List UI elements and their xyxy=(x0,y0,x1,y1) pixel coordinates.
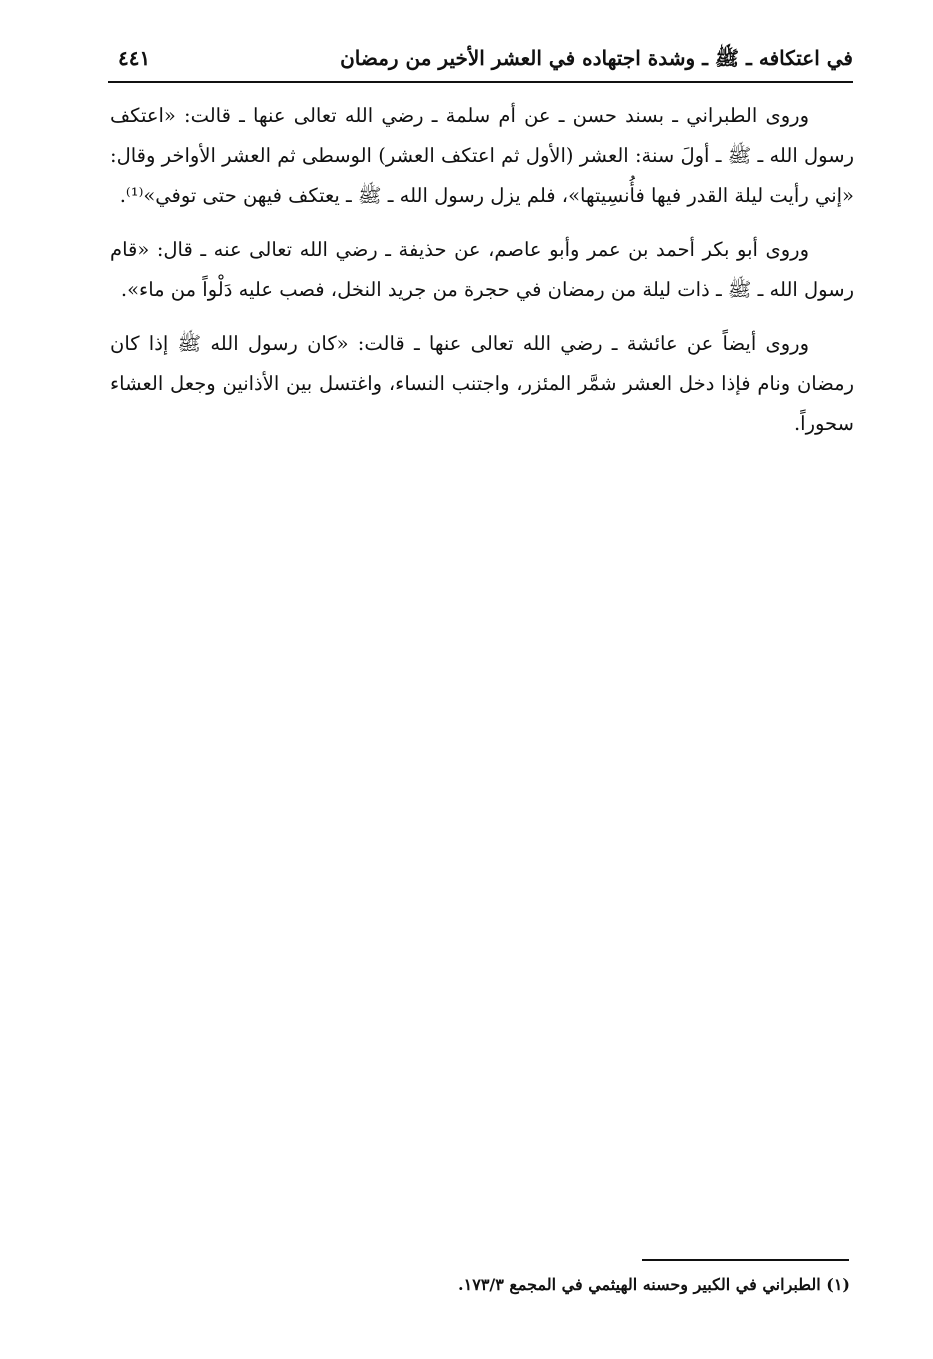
header-rule xyxy=(108,81,853,83)
page-header xyxy=(108,42,853,82)
footnote: (١) الطبراني في الكبير وحسنه الهيثمي في المجمع ١٧٣/٣. xyxy=(458,1275,850,1294)
paragraph-1: وروى الطبراني ـ بسند حسن ـ عن أم سلمة ـ رضي الله تعالى عنها ـ قالت: «اعتكف رسول الله ـ ﷺ ـ أولَ سنة: العشر (الأول ثم اعتكف العشر) الوسطى ثم العشر الأواخر وقال: «إني رأيت ليلة القدر فيها فأُنسِيتها»، فلم يزل رسول الله ـ ﷺ ـ يعتكف فيهن حتى توفي»⁽¹⁾. xyxy=(110,104,854,207)
paragraph-2: وروى أبو بكر أحمد بن عمر وأبو عاصم، عن حذيفة ـ رضي الله تعالى عنه ـ قال: «قام رسول الله ـ ﷺ ـ ذات ليلة من رمضان في حجرة من جريد النخل، فصب عليه دَلْواً من ماء». xyxy=(110,238,854,301)
running-title: في اعتكافه ـ ﷺ ـ وشدة اجتهاده في العشر الأخير من رمضان xyxy=(340,46,853,70)
page-number: ٤٤١ xyxy=(118,46,151,70)
body-text xyxy=(110,96,854,458)
footnote-rule xyxy=(642,1259,849,1261)
paragraph-3: وروى أيضاً عن عائشة ـ رضي الله تعالى عنها ـ قالت: «كان رسول الله ﷺ إذا كان رمضان ونام فإذا دخل العشر شمَّر المئزر، واجتنب النساء، واغتسل بين الأذانين وجعل العشاء سحوراً. xyxy=(110,332,854,435)
